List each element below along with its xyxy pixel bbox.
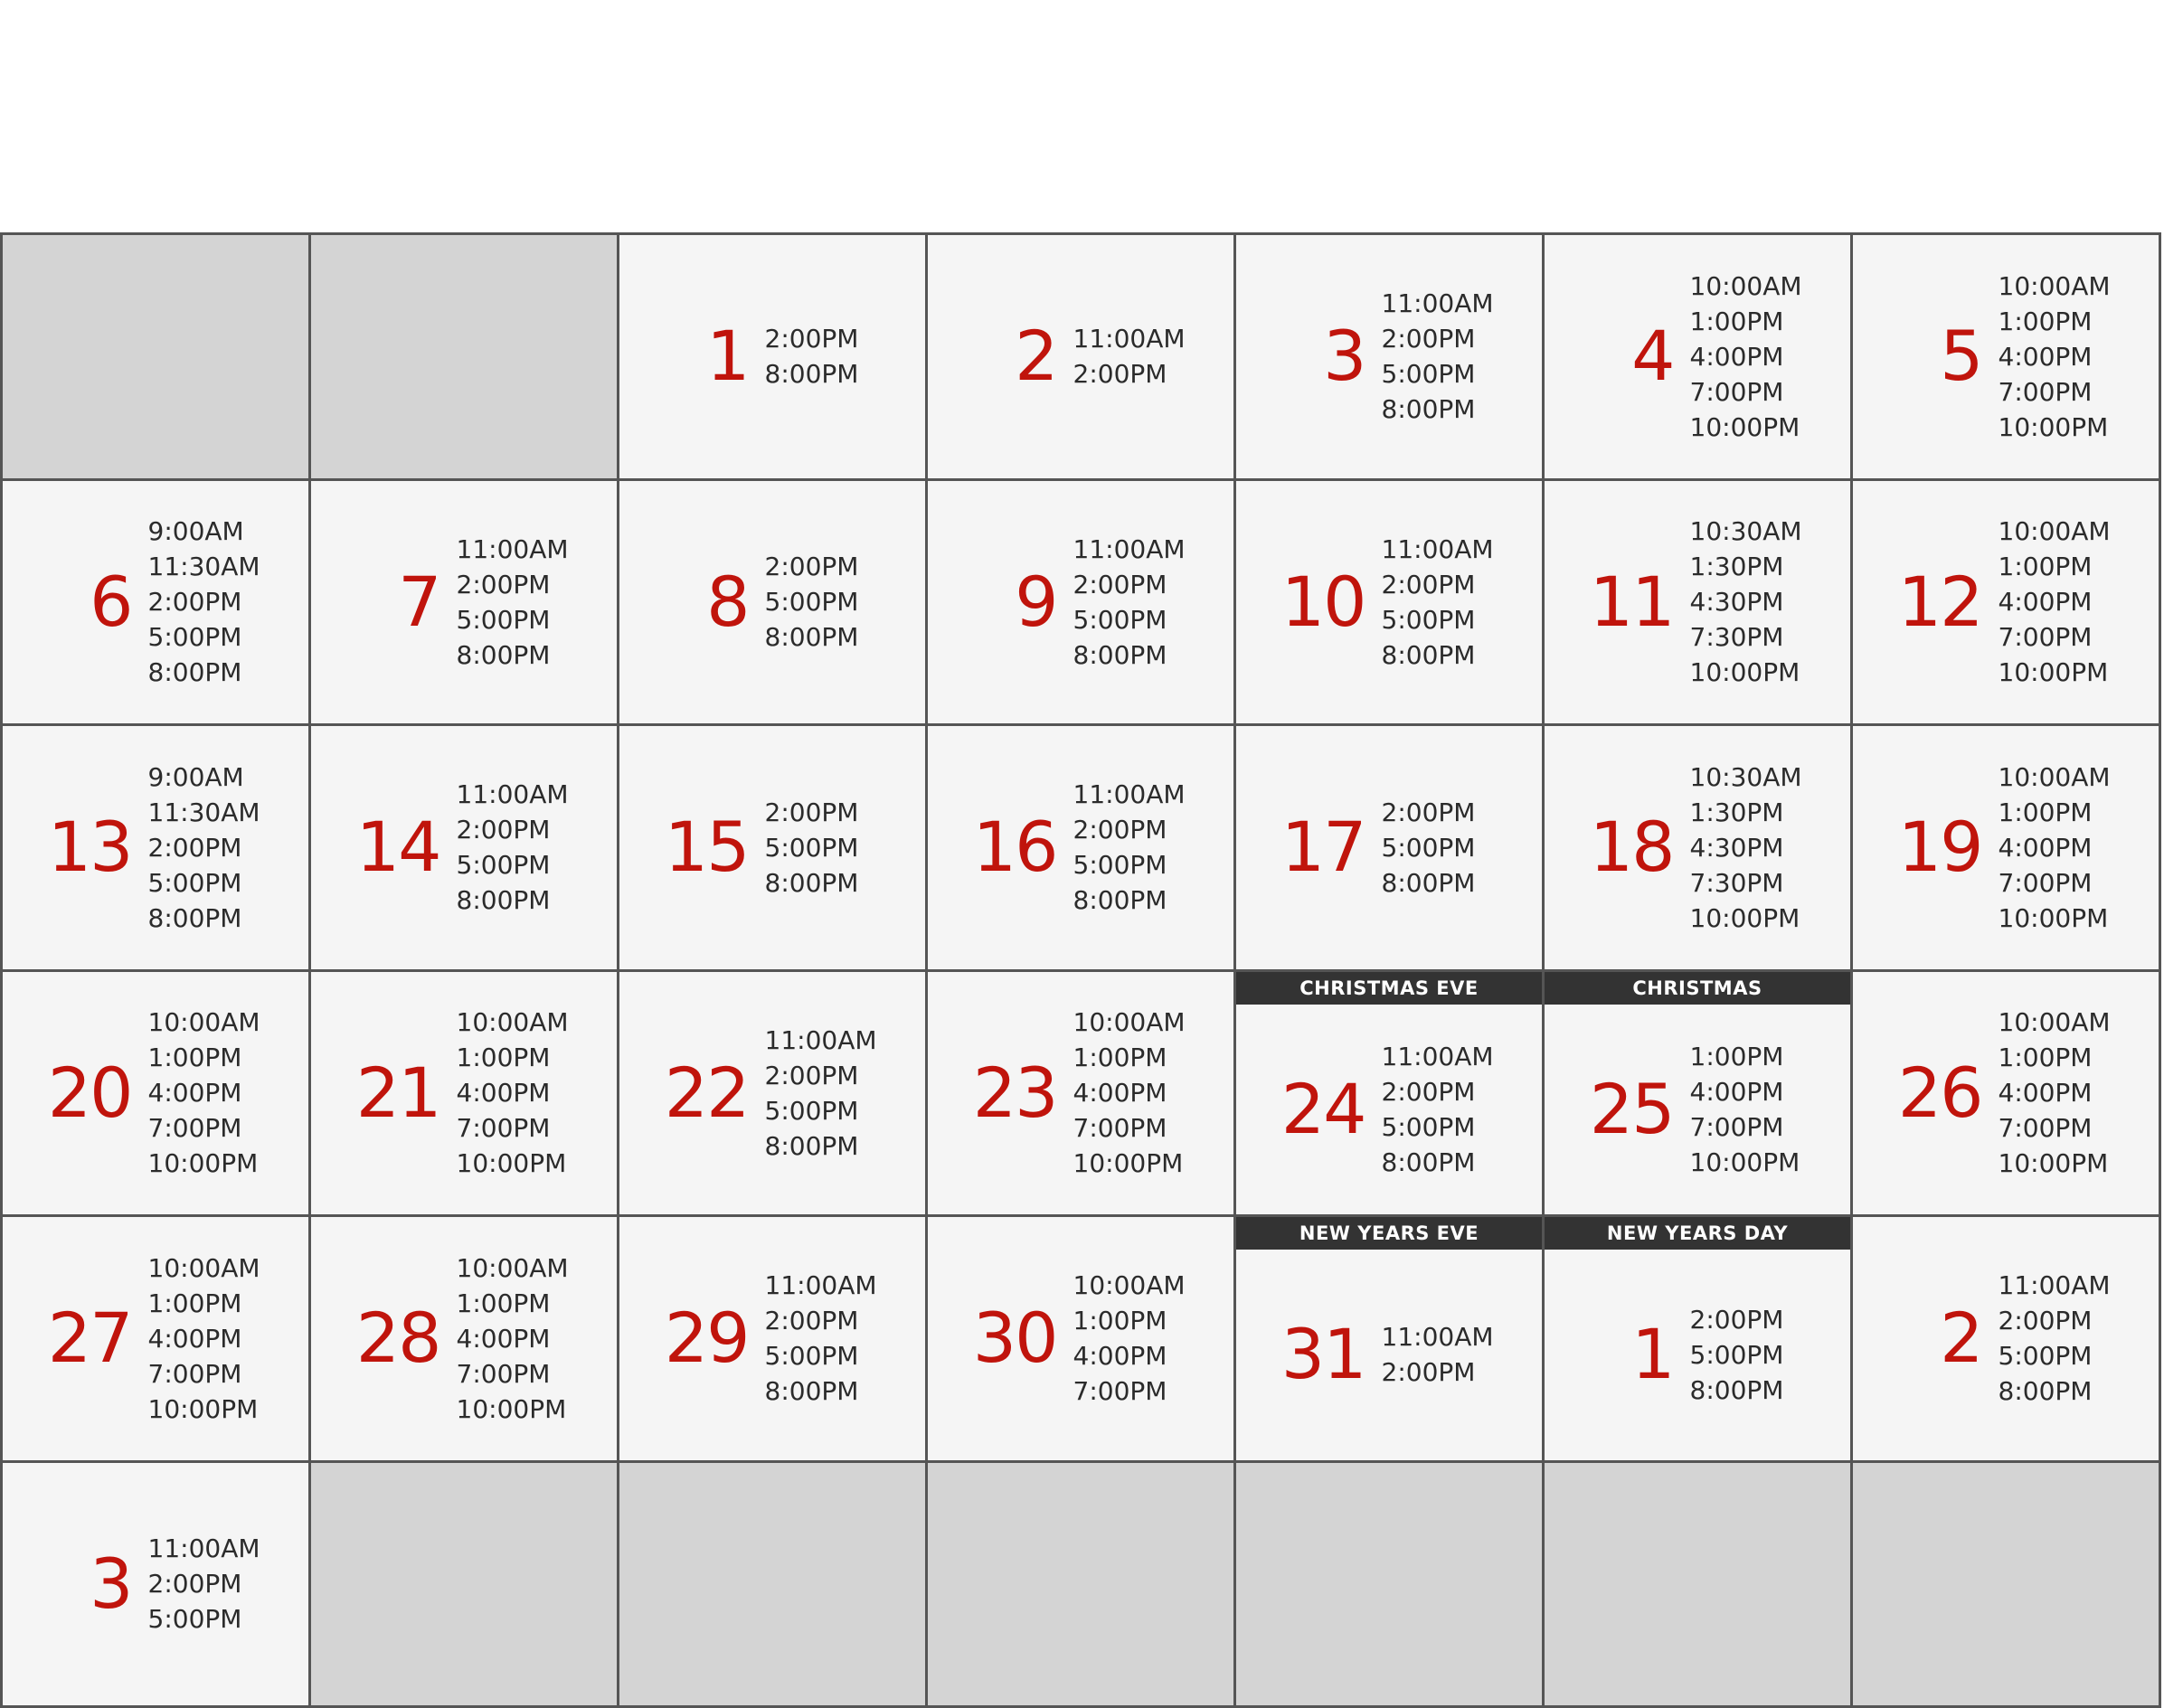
showtime: 8:00PM — [456, 639, 551, 670]
showtime: 2:00PM — [1381, 569, 1476, 599]
day-content — [46, 514, 266, 690]
showtime: 2:00PM — [1073, 815, 1167, 845]
day-number: 31 — [1280, 1314, 1365, 1395]
showtime: 5:00PM — [147, 622, 242, 653]
showtimes-list — [457, 1250, 574, 1427]
showtime: 4:30PM — [1689, 587, 1784, 618]
showtime: 10:00AM — [1998, 761, 2111, 792]
showtimes-list — [1382, 532, 1499, 673]
day-content — [971, 532, 1191, 673]
showtime: 2:00PM — [1381, 797, 1476, 827]
showtimes-list — [1999, 269, 2116, 445]
showtime: 7:00PM — [1689, 1111, 1784, 1142]
showtime: 5:00PM — [456, 604, 551, 635]
day-content — [663, 1268, 883, 1409]
showtime: 10:00AM — [147, 1007, 260, 1038]
showtime: 11:00AM — [1381, 1322, 1494, 1353]
day-content — [1896, 760, 2116, 936]
showtime: 5:00PM — [1998, 1341, 2093, 1372]
day-content — [1280, 1314, 1499, 1395]
showtimes-list — [1382, 795, 1499, 901]
showtime: 10:00PM — [456, 1148, 567, 1179]
day-cell — [311, 972, 619, 1218]
empty-day-cell — [1853, 1463, 2161, 1708]
showtime: 2:00PM — [1998, 1306, 2093, 1336]
showtimes-list — [1690, 1039, 1808, 1180]
showtimes-list — [1690, 514, 1808, 690]
showtime: 4:00PM — [456, 1078, 551, 1109]
day-content — [971, 316, 1191, 397]
empty-day-cell — [928, 1463, 1236, 1708]
showtime: 10:00PM — [1073, 1148, 1184, 1179]
day-number: 25 — [1589, 1068, 1674, 1149]
showtime: 1:30PM — [1689, 797, 1784, 827]
showtime: 2:00PM — [764, 1306, 859, 1336]
showtime: 4:00PM — [456, 1323, 551, 1354]
day-cell — [3, 726, 311, 972]
showtime: 2:00PM — [764, 324, 859, 354]
day-cell — [1853, 972, 2161, 1218]
showtime: 4:00PM — [1998, 341, 2093, 372]
showtimes-list — [765, 795, 883, 901]
day-cell — [1545, 481, 1853, 727]
day-number: 28 — [355, 1298, 440, 1379]
showtime: 10:00PM — [147, 1393, 259, 1424]
showtime: 11:00AM — [147, 1533, 260, 1564]
showtimes-list — [148, 760, 266, 936]
showtime: 10:30AM — [1689, 516, 1802, 547]
showtime: 8:00PM — [764, 359, 859, 390]
empty-day-cell — [619, 1463, 928, 1708]
day-number: 24 — [1280, 1068, 1365, 1149]
showtime: 8:00PM — [1381, 867, 1476, 898]
calendar-grid — [0, 232, 2161, 1708]
day-content — [663, 1023, 883, 1164]
showtime: 5:00PM — [764, 832, 859, 863]
showtimes-list — [765, 321, 883, 392]
showtime: 10:00PM — [1998, 657, 2109, 688]
day-content — [354, 1005, 574, 1181]
showtime: 5:00PM — [456, 850, 551, 881]
showtime: 1:00PM — [1998, 797, 2093, 827]
showtime: 2:00PM — [1381, 1076, 1476, 1107]
showtimes-list — [1999, 514, 2116, 690]
showtime: 2:00PM — [1381, 1357, 1476, 1388]
showtime: 1:00PM — [1998, 552, 2093, 582]
day-cell — [619, 1217, 928, 1463]
showtime: 10:00PM — [1689, 1147, 1800, 1177]
showtimes-list — [765, 549, 883, 655]
day-number: 2 — [1015, 316, 1057, 397]
day-number: 17 — [1280, 807, 1365, 888]
day-cell — [619, 726, 928, 972]
day-number: 5 — [1940, 316, 1982, 397]
day-number: 22 — [664, 1052, 749, 1133]
showtime: 10:00AM — [1073, 1270, 1186, 1301]
showtime: 11:00AM — [456, 533, 569, 564]
showtime: 10:00PM — [456, 1393, 567, 1424]
showtime: 4:00PM — [1998, 1078, 2093, 1109]
showtime: 7:00PM — [1998, 867, 2093, 898]
showtime: 1:00PM — [1689, 1041, 1784, 1071]
day-cell — [1853, 726, 2161, 972]
day-content — [1588, 514, 1808, 690]
holiday-banner: NEW YEARS DAY — [1545, 1217, 1850, 1250]
day-cell — [1236, 972, 1545, 1218]
day-number: 1 — [706, 316, 749, 397]
showtime: 2:00PM — [147, 832, 242, 863]
showtime: 7:00PM — [1998, 622, 2093, 653]
day-number: 23 — [972, 1052, 1057, 1133]
showtime: 4:00PM — [147, 1323, 242, 1354]
showtime: 2:00PM — [147, 1569, 242, 1599]
showtime: 10:00AM — [1998, 1007, 2111, 1038]
day-number: 15 — [664, 807, 749, 888]
showtime: 2:00PM — [764, 797, 859, 827]
showtime: 8:00PM — [1381, 1147, 1476, 1177]
day-content — [971, 1005, 1191, 1181]
showtime: 10:00PM — [147, 1148, 259, 1179]
showtime: 10:00PM — [1998, 902, 2109, 933]
day-cell — [928, 235, 1236, 481]
showtime: 11:30AM — [147, 797, 260, 827]
empty-day-cell — [311, 235, 619, 481]
showtimes-list — [457, 532, 574, 673]
day-cell — [3, 1463, 311, 1708]
showtimes-list — [457, 777, 574, 918]
day-content — [1896, 1005, 2116, 1181]
day-number: 6 — [90, 561, 132, 642]
day-number: 13 — [47, 807, 132, 888]
showtime: 7:00PM — [1073, 1113, 1167, 1144]
showtime: 1:00PM — [1998, 1043, 2093, 1073]
day-cell — [619, 481, 928, 727]
showtime: 5:00PM — [1689, 1339, 1784, 1370]
showtime: 1:00PM — [456, 1043, 551, 1073]
showtime: 8:00PM — [147, 902, 242, 933]
showtime: 2:00PM — [764, 1060, 859, 1090]
showtime: 1:30PM — [1689, 552, 1784, 582]
holiday-banner: NEW YEARS EVE — [1236, 1217, 1542, 1250]
day-content — [354, 777, 574, 918]
day-number: 3 — [1323, 316, 1365, 397]
showtimes-list — [1690, 269, 1808, 445]
showtime: 7:30PM — [1689, 867, 1784, 898]
showtime: 4:00PM — [1998, 832, 2093, 863]
day-cell — [619, 235, 928, 481]
showtime: 1:00PM — [456, 1288, 551, 1318]
showtime: 4:00PM — [1689, 341, 1784, 372]
showtime: 4:00PM — [1073, 1341, 1167, 1372]
day-number: 11 — [1589, 561, 1674, 642]
day-content — [354, 1250, 574, 1427]
showtimes-list — [1073, 321, 1191, 392]
showtime: 11:00AM — [1381, 533, 1494, 564]
day-cell — [1853, 235, 2161, 481]
day-number: 8 — [706, 561, 749, 642]
day-content — [1280, 795, 1499, 901]
showtimes-list — [1382, 1039, 1499, 1180]
showtime: 1:00PM — [1998, 306, 2093, 336]
day-number: 9 — [1015, 561, 1057, 642]
showtime: 2:00PM — [1689, 1304, 1784, 1335]
showtimes-list — [1690, 1302, 1808, 1408]
showtime: 7:00PM — [456, 1113, 551, 1144]
showtime: 5:00PM — [1381, 832, 1476, 863]
showtime: 11:00AM — [456, 779, 569, 810]
showtime: 8:00PM — [456, 885, 551, 916]
day-number: 1 — [1631, 1314, 1674, 1395]
day-number: 4 — [1631, 316, 1674, 397]
day-cell — [1545, 972, 1853, 1218]
day-cell — [3, 972, 311, 1218]
day-number: 7 — [398, 561, 440, 642]
showtimes-list — [1073, 532, 1191, 673]
showtime: 10:00PM — [1689, 411, 1800, 442]
showtime: 8:00PM — [1689, 1374, 1784, 1405]
showtime: 7:00PM — [147, 1113, 242, 1144]
showtimes-list — [1382, 286, 1499, 427]
day-number: 29 — [664, 1298, 749, 1379]
day-number: 18 — [1589, 807, 1674, 888]
showtime: 5:00PM — [147, 1604, 242, 1635]
showtime: 10:00AM — [456, 1007, 569, 1038]
showtime: 8:00PM — [764, 867, 859, 898]
holiday-banner: CHRISTMAS — [1545, 972, 1850, 1005]
showtime: 10:00AM — [1998, 516, 2111, 547]
showtime: 11:00AM — [1073, 533, 1186, 564]
day-content — [1588, 760, 1808, 936]
showtime: 2:00PM — [1073, 359, 1167, 390]
showtime: 8:00PM — [1381, 639, 1476, 670]
day-number: 26 — [1897, 1052, 1982, 1133]
day-cell — [1236, 1217, 1545, 1463]
day-cell — [928, 726, 1236, 972]
showtime: 5:00PM — [764, 587, 859, 618]
day-content — [663, 316, 883, 397]
day-content — [1588, 269, 1808, 445]
showtimes-list — [1999, 1268, 2116, 1409]
showtime: 4:30PM — [1689, 832, 1784, 863]
showtimes-list — [1382, 1319, 1499, 1390]
showtime: 8:00PM — [1073, 885, 1167, 916]
showtime: 10:00AM — [1073, 1007, 1186, 1038]
empty-day-cell — [1545, 1463, 1853, 1708]
showtime: 8:00PM — [1073, 639, 1167, 670]
day-number: 16 — [972, 807, 1057, 888]
day-content — [46, 1005, 266, 1181]
showtime: 2:00PM — [147, 587, 242, 618]
showtime: 7:00PM — [1073, 1376, 1167, 1407]
empty-day-cell — [1236, 1463, 1545, 1708]
showtime: 1:00PM — [1073, 1306, 1167, 1336]
day-cell — [1545, 726, 1853, 972]
showtime: 4:00PM — [1689, 1076, 1784, 1107]
showtime: 5:00PM — [1073, 604, 1167, 635]
day-cell — [3, 1217, 311, 1463]
showtime: 1:00PM — [147, 1288, 242, 1318]
showtime: 7:00PM — [1998, 376, 2093, 407]
day-content — [1896, 269, 2116, 445]
day-cell — [928, 972, 1236, 1218]
showtime: 8:00PM — [764, 1130, 859, 1161]
showtime: 7:00PM — [1689, 376, 1784, 407]
showtime: 5:00PM — [764, 1095, 859, 1126]
showtimes-list — [1999, 760, 2116, 936]
day-number: 2 — [1940, 1298, 1982, 1379]
showtimes-list — [148, 1250, 266, 1427]
showtime: 5:00PM — [764, 1341, 859, 1372]
showtimes-list — [148, 1005, 266, 1181]
day-content — [1280, 286, 1499, 427]
day-cell — [311, 481, 619, 727]
showtime: 1:00PM — [1073, 1043, 1167, 1073]
day-number: 10 — [1280, 561, 1365, 642]
showtime: 10:00PM — [1998, 411, 2109, 442]
day-cell — [1853, 481, 2161, 727]
showtime: 1:00PM — [1689, 306, 1784, 336]
day-content — [46, 1531, 266, 1637]
showtime: 5:00PM — [1381, 1111, 1476, 1142]
empty-day-cell — [311, 1463, 619, 1708]
day-cell — [928, 1217, 1236, 1463]
day-content — [1896, 1268, 2116, 1409]
day-content — [663, 795, 883, 901]
showtimes-list — [1999, 1005, 2116, 1181]
showtimes-list — [148, 1531, 266, 1637]
showtime: 11:00AM — [764, 1024, 877, 1055]
day-content — [46, 1250, 266, 1427]
showtime: 8:00PM — [764, 622, 859, 653]
day-number: 3 — [90, 1543, 132, 1624]
day-cell — [311, 1217, 619, 1463]
showtime: 8:00PM — [764, 1376, 859, 1407]
showtime: 10:00PM — [1998, 1148, 2109, 1179]
day-cell — [3, 481, 311, 727]
showtime: 5:00PM — [1381, 604, 1476, 635]
showtime: 10:00AM — [1689, 270, 1802, 301]
showtime: 7:00PM — [456, 1358, 551, 1389]
showtime: 2:00PM — [764, 552, 859, 582]
showtime: 10:00AM — [456, 1252, 569, 1283]
showtimes-list — [457, 1005, 574, 1181]
showtime: 5:00PM — [1073, 850, 1167, 881]
showtime: 4:00PM — [1073, 1078, 1167, 1109]
showtime: 1:00PM — [147, 1043, 242, 1073]
showtime: 9:00AM — [147, 761, 244, 792]
showtimes-list — [765, 1268, 883, 1409]
day-number: 12 — [1897, 561, 1982, 642]
showtime: 10:00AM — [147, 1252, 260, 1283]
showtime: 11:00AM — [1998, 1270, 2111, 1301]
showtimes-list — [765, 1023, 883, 1164]
showtimes-list — [148, 514, 266, 690]
day-cell — [1853, 1217, 2161, 1463]
empty-day-cell — [3, 235, 311, 481]
day-content — [354, 532, 574, 673]
showtime: 8:00PM — [1381, 394, 1476, 425]
showtimes-list — [1073, 777, 1191, 918]
day-content — [1280, 1039, 1499, 1180]
showtime: 5:00PM — [1381, 359, 1476, 390]
day-content — [971, 777, 1191, 918]
showtime: 10:00AM — [1998, 270, 2111, 301]
showtime: 4:00PM — [147, 1078, 242, 1109]
day-content — [1588, 1039, 1808, 1180]
showtime: 2:00PM — [1073, 569, 1167, 599]
day-content — [663, 549, 883, 655]
showtime: 8:00PM — [1998, 1376, 2093, 1407]
showtime: 2:00PM — [456, 815, 551, 845]
day-content — [1588, 1302, 1808, 1408]
day-cell — [928, 481, 1236, 727]
showtime: 11:00AM — [1381, 1041, 1494, 1071]
showtime: 7:00PM — [1998, 1113, 2093, 1144]
showtimes-list — [1073, 1005, 1191, 1181]
day-content — [46, 760, 266, 936]
day-number: 20 — [47, 1052, 132, 1133]
day-content — [1896, 514, 2116, 690]
day-cell — [619, 972, 928, 1218]
showtime: 11:30AM — [147, 552, 260, 582]
day-content — [1280, 532, 1499, 673]
day-cell — [1236, 726, 1545, 972]
showtime: 11:00AM — [1073, 324, 1186, 354]
showtime: 10:00PM — [1689, 657, 1800, 688]
showtimes-list — [1690, 760, 1808, 936]
showtime: 10:00PM — [1689, 902, 1800, 933]
day-cell — [311, 726, 619, 972]
day-number: 14 — [355, 807, 440, 888]
showtime: 8:00PM — [147, 657, 242, 688]
showtime: 2:00PM — [456, 569, 551, 599]
day-content — [971, 1268, 1191, 1409]
showtime: 11:00AM — [1381, 288, 1494, 319]
day-number: 30 — [972, 1298, 1057, 1379]
showtime: 7:30PM — [1689, 622, 1784, 653]
holiday-banner: CHRISTMAS EVE — [1236, 972, 1542, 1005]
showtime: 10:30AM — [1689, 761, 1802, 792]
day-number: 19 — [1897, 807, 1982, 888]
showtime: 5:00PM — [147, 867, 242, 898]
showtime: 2:00PM — [1381, 324, 1476, 354]
day-cell — [1545, 235, 1853, 481]
showtime: 9:00AM — [147, 516, 244, 547]
showtimes-list — [1073, 1268, 1191, 1409]
day-number: 27 — [47, 1298, 132, 1379]
day-number: 21 — [355, 1052, 440, 1133]
showtime: 11:00AM — [764, 1270, 877, 1301]
day-cell — [1236, 235, 1545, 481]
day-cell — [1236, 481, 1545, 727]
showtime: 4:00PM — [1998, 587, 2093, 618]
showtime: 7:00PM — [147, 1358, 242, 1389]
showtime: 11:00AM — [1073, 779, 1186, 810]
day-cell — [1545, 1217, 1853, 1463]
